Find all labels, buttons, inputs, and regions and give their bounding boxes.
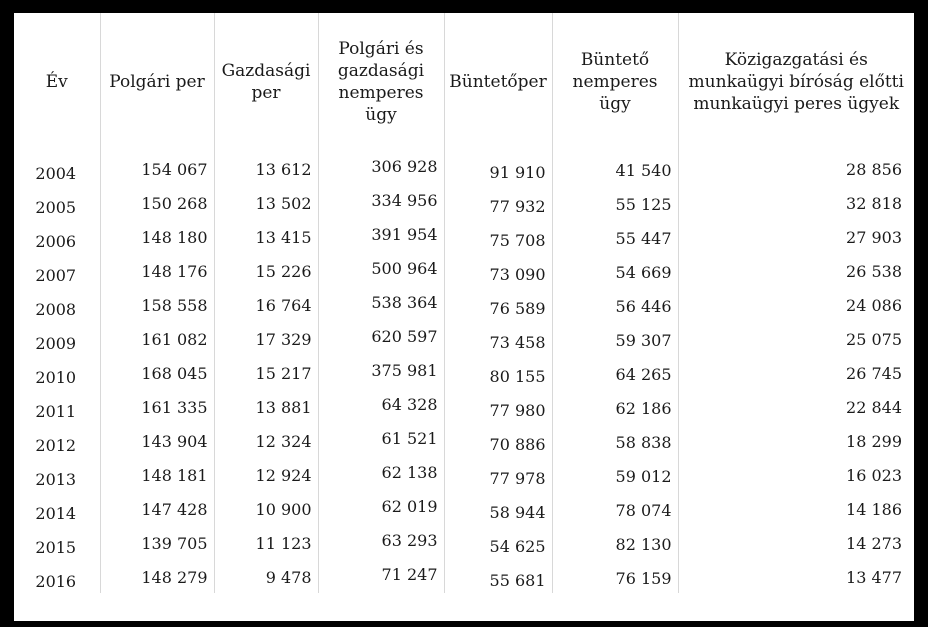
- table-row: [14, 423, 914, 457]
- cell-administrative-labour: 27 903: [846, 228, 902, 247]
- cell-economic-lawsuit: 17 329: [214, 321, 318, 355]
- cell-year: 2009: [14, 321, 100, 355]
- cell-non-contentious: 334 956: [318, 185, 444, 219]
- cell-non-contentious: 62 019: [318, 491, 444, 525]
- cell-criminal-non-contentious: 59 012: [552, 457, 678, 491]
- cell-criminal-non-contentious: 56 446: [552, 287, 678, 321]
- header-non-contentious: Polgári és gazdasági nemperes ügy: [318, 13, 444, 151]
- cell-administrative-labour: 25 075: [846, 330, 902, 349]
- cell-year: 2008: [14, 287, 100, 321]
- cell-criminal-case: 91 910: [444, 151, 552, 185]
- cell-economic-lawsuit: 16 764: [214, 287, 318, 321]
- cell-criminal-case: 58 944: [444, 491, 552, 525]
- cell-administrative-labour: 22 844: [846, 398, 902, 417]
- cell-non-contentious: 61 521: [318, 423, 444, 457]
- table-row: [14, 287, 914, 321]
- cell-administrative-labour: 32 818: [846, 194, 902, 213]
- cell-economic-lawsuit: 15 226: [214, 253, 318, 287]
- table-row: [14, 355, 914, 389]
- cell-non-contentious: 538 364: [318, 287, 444, 321]
- cell-administrative-labour: 14 273: [846, 534, 902, 553]
- cell-criminal-case: 77 932: [444, 185, 552, 219]
- cell-economic-lawsuit: 13 881: [214, 389, 318, 423]
- cell-civil-lawsuit: 161 335: [100, 389, 214, 423]
- cell-civil-lawsuit: 148 181: [100, 457, 214, 491]
- cell-criminal-case: 55 681: [444, 559, 552, 593]
- header-civil-lawsuit: Polgári per: [100, 13, 214, 151]
- header-criminal-non-contentious: Büntető nemperes ügy: [552, 13, 678, 151]
- cell-non-contentious: 391 954: [318, 219, 444, 253]
- cell-non-contentious: 306 928: [318, 151, 444, 185]
- cell-year: 2016: [14, 559, 100, 593]
- cell-criminal-non-contentious: 41 540: [552, 151, 678, 185]
- cell-economic-lawsuit: 11 123: [214, 525, 318, 559]
- cell-non-contentious: 500 964: [318, 253, 444, 287]
- cell-civil-lawsuit: 148 279: [100, 559, 214, 593]
- court-cases-table: [14, 13, 914, 593]
- cell-economic-lawsuit: 13 612: [214, 151, 318, 185]
- table-row: [14, 185, 914, 219]
- cell-criminal-non-contentious: 55 447: [552, 219, 678, 253]
- cell-criminal-case: 76 589: [444, 287, 552, 321]
- table-row: [14, 559, 914, 593]
- cell-administrative-labour: 18 299: [846, 432, 902, 451]
- cell-civil-lawsuit: 154 067: [100, 151, 214, 185]
- cell-administrative-labour: 13 477: [846, 568, 902, 587]
- cell-economic-lawsuit: 15 217: [214, 355, 318, 389]
- table-row: [14, 151, 914, 185]
- cell-year: 2004: [14, 151, 100, 185]
- cell-year: 2010: [14, 355, 100, 389]
- cell-criminal-case: 75 708: [444, 219, 552, 253]
- cell-economic-lawsuit: 13 502: [214, 185, 318, 219]
- cell-criminal-non-contentious: 76 159: [552, 559, 678, 593]
- table-row: [14, 253, 914, 287]
- table-row: [14, 389, 914, 423]
- cell-administrative-labour: 26 745: [846, 364, 902, 383]
- table-row: [14, 491, 914, 525]
- cell-criminal-case: 73 458: [444, 321, 552, 355]
- cell-civil-lawsuit: 150 268: [100, 185, 214, 219]
- cell-year: 2015: [14, 525, 100, 559]
- header-administrative-labour: Közigazgatási és munkaügyi bíróság előtti munkaügyi peres ügyek: [688, 50, 904, 114]
- cell-criminal-case: 80 155: [444, 355, 552, 389]
- cell-year: 2014: [14, 491, 100, 525]
- cell-non-contentious: 63 293: [318, 525, 444, 559]
- header-criminal-case: Büntetőper: [444, 13, 552, 151]
- cell-economic-lawsuit: 12 324: [214, 423, 318, 457]
- cell-civil-lawsuit: 161 082: [100, 321, 214, 355]
- cell-administrative-labour: 24 086: [846, 296, 902, 315]
- header-row: [14, 13, 914, 151]
- cell-civil-lawsuit: 148 180: [100, 219, 214, 253]
- cell-year: 2006: [14, 219, 100, 253]
- cell-criminal-non-contentious: 82 130: [552, 525, 678, 559]
- cell-year: 2011: [14, 389, 100, 423]
- cell-non-contentious: 620 597: [318, 321, 444, 355]
- table-row: [14, 219, 914, 253]
- cell-non-contentious: 71 247: [318, 559, 444, 593]
- cell-year: 2013: [14, 457, 100, 491]
- table-row: [14, 321, 914, 355]
- cell-civil-lawsuit: 143 904: [100, 423, 214, 457]
- header-economic-lawsuit: Gazdasági per: [214, 13, 318, 151]
- cell-year: 2007: [14, 253, 100, 287]
- cell-civil-lawsuit: 158 558: [100, 287, 214, 321]
- table-header: [14, 13, 914, 151]
- cell-administrative-labour: 28 856: [846, 160, 902, 179]
- table-row: [14, 525, 914, 559]
- cell-criminal-non-contentious: 62 186: [552, 389, 678, 423]
- cell-civil-lawsuit: 168 045: [100, 355, 214, 389]
- cell-year: 2005: [14, 185, 100, 219]
- cell-criminal-case: 77 978: [444, 457, 552, 491]
- header-year: Év: [14, 13, 100, 151]
- table-row: [14, 457, 914, 491]
- cell-civil-lawsuit: 147 428: [100, 491, 214, 525]
- cell-economic-lawsuit: 9 478: [214, 559, 318, 593]
- cell-non-contentious: 375 981: [318, 355, 444, 389]
- cell-non-contentious: 62 138: [318, 457, 444, 491]
- cell-criminal-case: 70 886: [444, 423, 552, 457]
- cell-economic-lawsuit: 13 415: [214, 219, 318, 253]
- cell-criminal-non-contentious: 64 265: [552, 355, 678, 389]
- cell-criminal-non-contentious: 58 838: [552, 423, 678, 457]
- cell-administrative-labour: 16 023: [846, 466, 902, 485]
- cell-criminal-non-contentious: 59 307: [552, 321, 678, 355]
- cell-non-contentious: 64 328: [318, 389, 444, 423]
- cell-economic-lawsuit: 10 900: [214, 491, 318, 525]
- cell-administrative-labour: 26 538: [846, 262, 902, 281]
- table-body: [14, 151, 914, 593]
- table-slide: [14, 13, 914, 621]
- cell-civil-lawsuit: 139 705: [100, 525, 214, 559]
- cell-criminal-non-contentious: 78 074: [552, 491, 678, 525]
- cell-criminal-non-contentious: 55 125: [552, 185, 678, 219]
- cell-criminal-case: 54 625: [444, 525, 552, 559]
- cell-criminal-case: 73 090: [444, 253, 552, 287]
- cell-year: 2012: [14, 423, 100, 457]
- cell-civil-lawsuit: 148 176: [100, 253, 214, 287]
- cell-economic-lawsuit: 12 924: [214, 457, 318, 491]
- cell-criminal-case: 77 980: [444, 389, 552, 423]
- cell-criminal-non-contentious: 54 669: [552, 253, 678, 287]
- cell-administrative-labour: 14 186: [846, 500, 902, 519]
